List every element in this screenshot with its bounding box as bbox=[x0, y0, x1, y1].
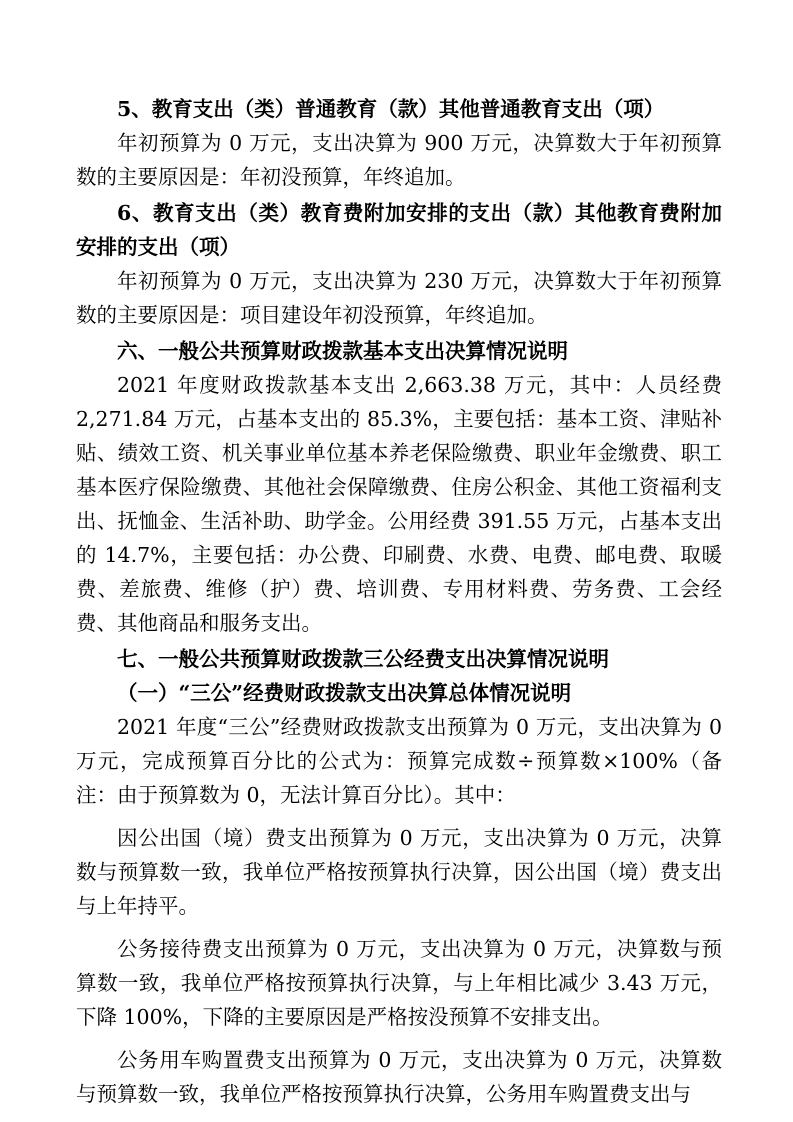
paragraph-basic-expenditure: 2021 年度财政拨款基本支出 2,663.38 万元，其中：人员经费 2,271.84 万元，占基本支出的 85.3%，主要包括：基本工资、津贴补贴、绩效工资、机关事业单位基本养老保险缴费、职业年金缴费、职工基本医疗保险缴费、其他社会保障缴费、住房公积金、其他工资福利支出、抚恤金、生活补助、助学金。公用经费 391.55 万元，占基本支出的 14.7%，主要包括：办公费、印刷费、水费、电费、邮电费、取暖费、差旅费、维修（护）费、培训费、专用材料费、劳务费、工会经费、其他商品和服务支出。 bbox=[76, 373, 722, 635]
paragraph-vehicle-purchase: 公务用车购置费支出预算为 0 万元，支出决算为 0 万元，决算数与预算数一致，我单位严格按预算执行决算，公务用车购置费支出与 bbox=[76, 1048, 722, 1106]
heading-section-7-three-public-expenses: 七、一般公共预算财政拨款三公经费支出决算情况说明 bbox=[117, 647, 609, 671]
paragraph-official-reception: 公务接待费支出预算为 0 万元，支出决算为 0 万元，决算数与预算数一致，我单位严格按预算执行决算，与上年相比减少 3.43 万元，下降 100%，下降的主要原因是严格按没预算不安排支出。 bbox=[76, 937, 722, 1029]
heading-section-6-basic-expenditure: 六、一般公共预算财政拨款基本支出决算情况说明 bbox=[117, 339, 568, 363]
document-body bbox=[76, 92, 722, 1111]
paragraph-overall-budget: 2021 年度“三公”经费财政拨款支出预算为 0 万元，支出决算为 0 万元，完成预算百分比的公式为：预算完成数÷预算数×100%（备注：由于预算数为 0，无法计算百分比）。其中： bbox=[76, 715, 722, 807]
heading-item-5-education-other-general: 5、教育支出（类）普通教育（款）其他普通教育支出（项） bbox=[117, 97, 665, 121]
heading-subsection-1-overall: （一）“三公”经费财政拨款支出决算总体情况说明 bbox=[117, 681, 572, 705]
paragraph-item-6-explanation: 年初预算为 0 万元，支出决算为 230 万元，决算数大于年初预算数的主要原因是：项目建设年初没预算，年终追加。 bbox=[76, 269, 722, 327]
paragraph-overseas-travel: 因公出国（境）费支出预算为 0 万元，支出决算为 0 万元，决算数与预算数一致，我单位严格按预算执行决算，因公出国（境）费支出与上年持平。 bbox=[76, 826, 722, 918]
heading-item-6-education-surcharge: 6、教育支出（类）教育费附加安排的支出（款）其他教育费附加安排的支出（项） bbox=[76, 201, 722, 259]
paragraph-item-5-explanation: 年初预算为 0 万元，支出决算为 900 万元，决算数大于年初预算数的主要原因是：年初没预算，年终追加。 bbox=[76, 131, 722, 189]
